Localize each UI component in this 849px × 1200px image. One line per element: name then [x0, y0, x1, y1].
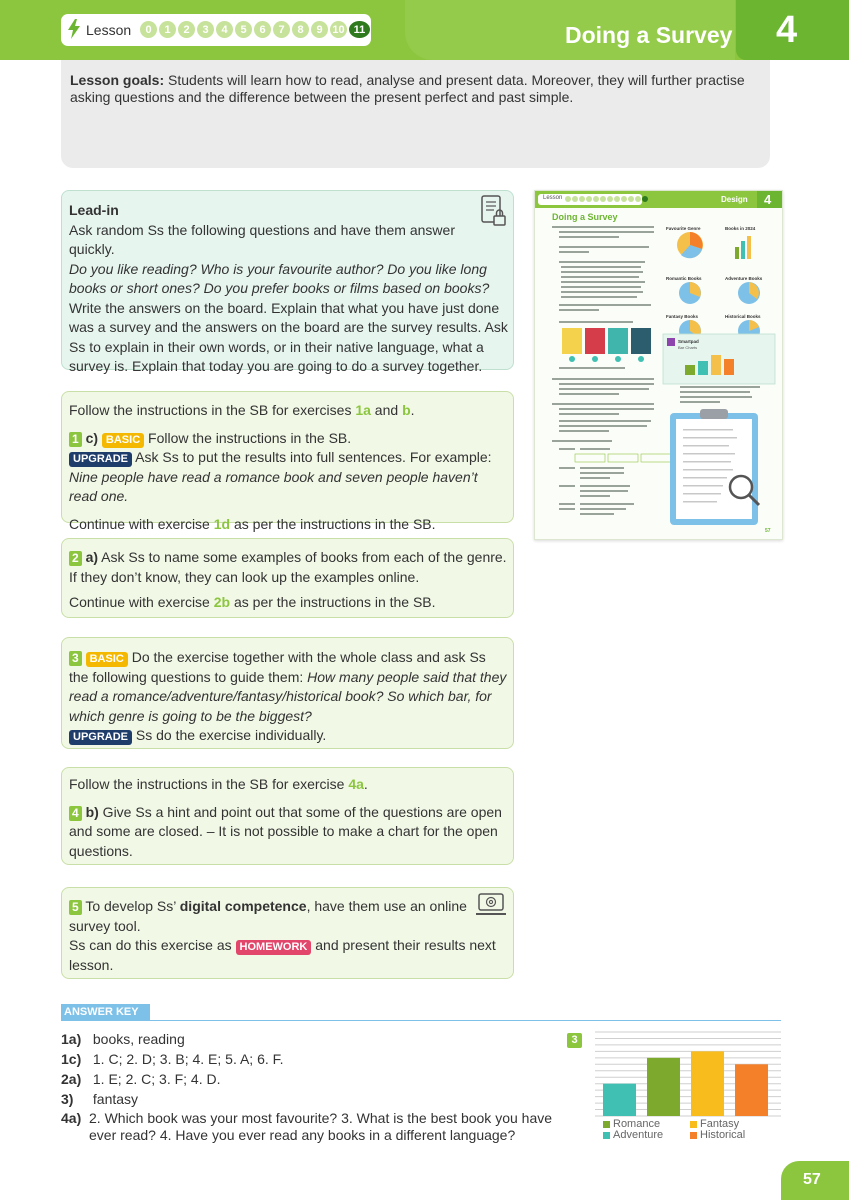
ex5-t4: and present their results next lesson. — [69, 937, 496, 973]
bar-fantasy — [691, 1051, 724, 1116]
answer-row — [61, 1110, 571, 1144]
legend-historical: Historical — [700, 1129, 746, 1141]
upgrade-badge: UPGRADE — [69, 452, 132, 467]
ex1-line1 — [69, 401, 509, 421]
ex1-l1-and: and — [370, 402, 403, 418]
answer-text: books, reading — [92, 1031, 185, 1047]
ex5-para1 — [69, 897, 469, 936]
sb-title: Doing a Survey — [552, 212, 618, 222]
ex4-l1-end: . — [363, 776, 368, 792]
answer-text: fantasy — [92, 1091, 139, 1107]
answer-text: 2. Which book was your most favourite? 3. What is the best book you have ever read? 4. Have you ever read any books in a different language? — [89, 1110, 553, 1143]
legend-swatch-fantasy — [690, 1121, 697, 1128]
ex2-text: Ask Ss to name some examples of books from each of the genre. If they don’t know, they can look up the examples online. — [69, 549, 507, 585]
answer-text: 1. E; 2. C; 3. F; 4. D. — [92, 1071, 221, 1087]
bar-adventure — [603, 1084, 636, 1116]
lesson-dot-10: 10 — [330, 21, 347, 38]
lesson-dot-6: 6 — [254, 21, 271, 38]
ex3-para — [69, 648, 509, 726]
laptop-email-icon — [475, 892, 507, 918]
ex2-l2-text: Continue with exercise — [69, 594, 214, 610]
exercise-number-badge: 1 — [69, 432, 82, 447]
ex3-text: Do the exercise together with the whole class and ask Ss the following questions to guide them: — [69, 649, 486, 685]
ex1-upgrade-text: Ask Ss to put the results into full sentences. For example: — [132, 449, 492, 465]
answer-label: 2a) — [61, 1071, 82, 1087]
answer-text: 1. C; 2. D; 3. B; 4. E; 5. A; 6. F. — [92, 1051, 284, 1067]
ex2-l2-end: as per the instructions in the SB. — [230, 594, 436, 610]
answer-row — [61, 1051, 284, 1067]
ex3-questions: How many people said that they read a romance/adventure/fantasy/historical book? So which bar, for which genre is going to be the biggest? — [69, 668, 507, 724]
ex3-upgrade-text: Ss do the exercise individually. — [132, 727, 327, 743]
lesson-dot-8: 8 — [292, 21, 309, 38]
goals-text — [70, 72, 760, 106]
legend-swatch-adventure — [603, 1132, 610, 1139]
ex1-line4 — [69, 515, 509, 535]
ex1-example: Nine people have read a romance book and seven people haven’t read one. — [69, 468, 478, 504]
ex4-ref-4a: 4a — [348, 776, 364, 792]
exercise-number-badge: 3 — [69, 651, 82, 666]
answer-label: 1a) — [61, 1031, 82, 1047]
unit-number: 4 — [776, 9, 798, 51]
lesson-dot-9: 9 — [311, 21, 328, 38]
upgrade-badge: UPGRADE — [69, 730, 132, 745]
lead-in-questions: Do you like reading? Who is your favourite author? Do you like long books or short ones? Do you prefer books or films based on books? — [69, 260, 490, 296]
ex5-t3: Ss can do this exercise as — [69, 937, 236, 953]
answer-label: 3) — [61, 1091, 74, 1107]
goals-label: Lesson goals: — [70, 72, 165, 88]
ex2-line1 — [69, 548, 507, 587]
lead-in-p2: Write the answers on the board. Explain that what you have just done was a survey and the answers on the board are the survey results. Ask Ss to explain in their own words, or in their native language, what a survey is. Explain that today you are going to do a survey together. — [69, 299, 508, 374]
lesson-label: Lesson — [86, 22, 132, 38]
ex4-para — [69, 803, 507, 862]
answer-key-tab: ANSWER KEY — [61, 1004, 150, 1020]
goals-body: Students will learn how to read, analyse and present data. Moreover, they will further practise asking questions and the difference between the present perfect and past simple. — [70, 72, 745, 105]
exercise-5-content — [69, 897, 507, 975]
lesson-dot-7: 7 — [273, 21, 290, 38]
exercise-4-content — [69, 775, 507, 861]
ex5-t1: To develop Ss’ — [81, 898, 180, 914]
ex5-digital-competence: digital competence — [179, 898, 307, 914]
ex4-text: Give Ss a hint and point out that some of the questions are open and some are closed. – It is not possible to make a chart for the open questions. — [69, 803, 502, 859]
exercise-2-content — [69, 548, 507, 613]
sb-chart-title-2: Books in 2024 — [725, 226, 756, 231]
ex4-line1 — [69, 775, 507, 795]
legend-adventure: Adventure — [613, 1129, 664, 1141]
lead-in-p1: Ask random Ss the following questions and have them answer quickly. — [69, 221, 455, 257]
answer-label: 4a) — [61, 1110, 82, 1126]
answer-bar-chart — [595, 1030, 781, 1120]
ex4-letter: b) — [85, 803, 99, 820]
ex1-l1-text: Follow the instructions in the SB for exercises — [69, 402, 356, 418]
ex3-upgrade-line — [69, 726, 509, 746]
lesson-dot-3: 3 — [197, 21, 214, 38]
sb-chart-title-5: Fantasy Books — [666, 314, 699, 319]
answer-row — [61, 1031, 185, 1047]
ex1-ref-1d: 1d — [213, 515, 231, 532]
ex2-line2 — [69, 593, 507, 613]
sb-header-word: Design — [721, 195, 748, 204]
exercise-number-badge: 5 — [69, 900, 82, 915]
lesson-dot-2: 2 — [178, 21, 195, 38]
bar-romance — [647, 1058, 680, 1116]
bar-historical — [735, 1064, 768, 1116]
answer-row — [61, 1071, 221, 1087]
homework-badge: HOMEWORK — [236, 940, 312, 955]
ex1-l4-end: as per the instructions in the SB. — [230, 515, 436, 532]
exercise-3-content — [69, 648, 509, 746]
sb-page-number: 57 — [765, 528, 771, 534]
legend-swatch-romance — [603, 1121, 610, 1128]
lesson-dots — [140, 21, 370, 38]
sb-chart-title-4: Adventure Books — [725, 276, 763, 281]
answer-label: 1c) — [61, 1051, 82, 1067]
ex1-basic-text: Follow the instructions in the SB. — [144, 429, 352, 446]
ex4-l1-text: Follow the instructions in the SB for exercise — [69, 776, 349, 792]
basic-badge: BASIC — [102, 433, 144, 448]
sb-page-art — [535, 191, 782, 539]
lesson-dot-0: 0 — [140, 21, 157, 38]
ex1-ref-a: 1a — [355, 402, 371, 418]
lesson-dot-11: 11 — [349, 21, 370, 38]
lightning-icon — [68, 19, 80, 39]
lesson-dot-1: 1 — [159, 21, 176, 38]
ex2-letter: a) — [85, 549, 99, 565]
ex1-line3 — [69, 448, 509, 468]
sb-chart-title-3: Romantic Books — [666, 276, 702, 281]
lesson-dot-4: 4 — [216, 21, 233, 38]
lead-in-content — [69, 201, 509, 377]
basic-badge: BASIC — [86, 652, 128, 667]
chart-exercise-badge: 3 — [567, 1033, 582, 1048]
lead-in-heading: Lead-in — [69, 202, 119, 218]
page-number: 57 — [803, 1171, 821, 1188]
ex1-letter: c) — [85, 429, 99, 446]
ex5-para2 — [69, 936, 507, 975]
sb-lesson-label: Lesson — [543, 195, 563, 201]
lesson-dot-5: 5 — [235, 21, 252, 38]
book-lock-icon — [476, 194, 508, 230]
answer-row — [61, 1091, 138, 1107]
answer-key-rule — [61, 1020, 781, 1021]
ex2-ref-2b: 2b — [213, 594, 231, 610]
student-book-thumbnail — [534, 190, 783, 540]
sb-chart-title-1: Favourite Genre — [666, 226, 701, 231]
page-title: Doing a Survey — [565, 22, 733, 48]
exercise-number-badge: 2 — [69, 551, 82, 566]
sb-chart-title-6: Historical Books — [725, 314, 761, 319]
sb-smartpad-sub: Bar Charts — [678, 345, 698, 350]
legend-fantasy: Fantasy — [700, 1118, 740, 1130]
exercise-number-badge: 4 — [69, 806, 82, 821]
legend-romance: Romance — [613, 1118, 661, 1130]
ex1-line2 — [69, 429, 509, 449]
sb-unit-number: 4 — [764, 192, 772, 207]
exercise-1-content — [69, 401, 509, 534]
ex1-l1-end: . — [410, 402, 415, 418]
ex5-t2: , have them use an online survey tool. — [69, 898, 467, 934]
ex1-ref-b: b — [402, 402, 411, 418]
sb-smartpad-title: Smartpad — [678, 339, 699, 344]
ex1-l4-text: Continue with exercise — [69, 515, 214, 532]
legend-swatch-historical — [690, 1132, 697, 1139]
